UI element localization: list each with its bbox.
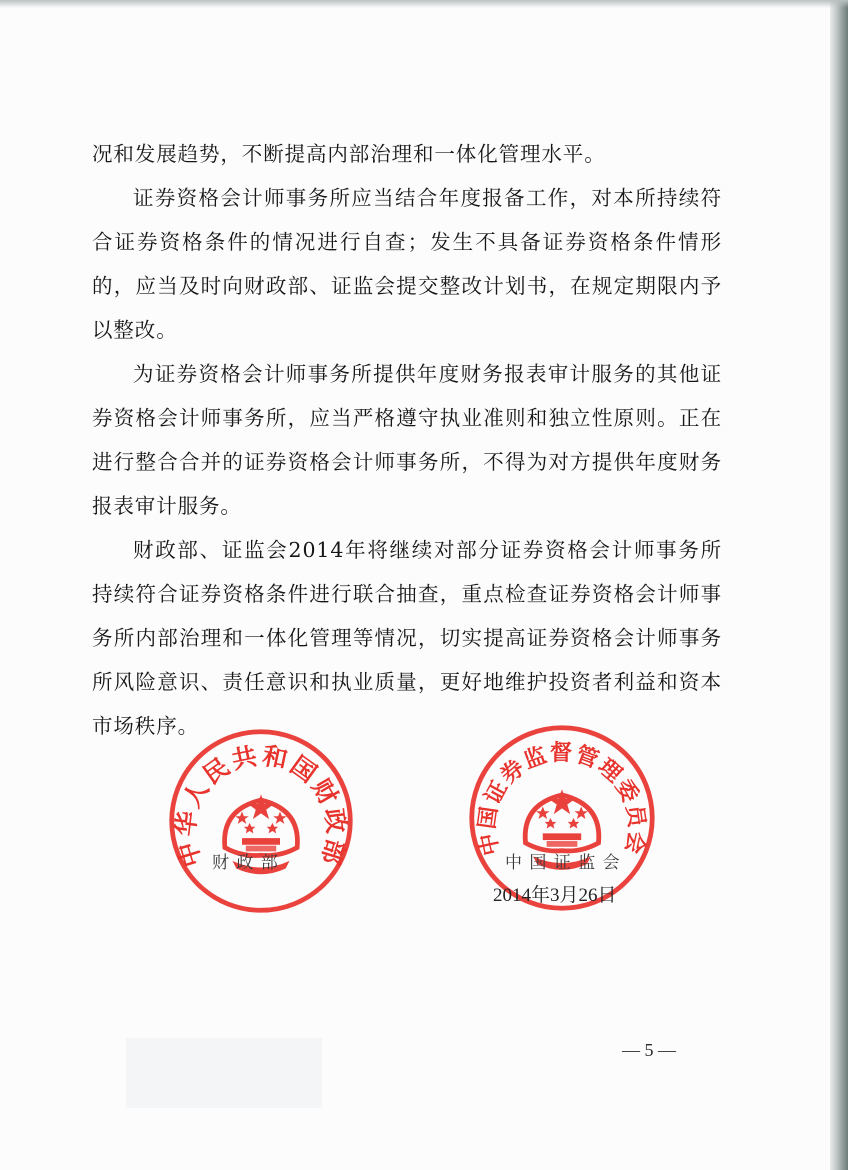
seal-right-arc-text: 中国证券监督管理委员会: [473, 740, 651, 858]
paragraph-2: 证券资格会计师事务所应当结合年度报备工作，对本所持续符合证券资格条件的情况进行自查；发生不具备证券资格条件情形的，应当及时向财政部、证监会提交整改计划书，在规定期限内予以整改。: [92, 186, 722, 342]
signatory-left: 财 政 部: [212, 853, 279, 873]
paragraph-1: 况和发展趋势，不断提高内部治理和一体化管理水平。: [92, 142, 606, 166]
page-number: — 5 —: [622, 1040, 676, 1060]
issue-date: 2014年3月26日: [493, 885, 617, 906]
ministry-of-finance-seal: [166, 726, 356, 916]
paragraph-3: 为证券资格会计师事务所提供年度财务报表审计服务的其他证券资格会计师事务所，应当严格遵守执业准则和独立性原则。正在进行整合合并的证券资格会计师事务所，不得为对方提供年度财务报表审计服务。: [92, 362, 722, 518]
scan-edge: [830, 0, 848, 1170]
signatory-right: 中 国 证 监 会: [505, 853, 621, 873]
seal-left-arc-text: 中华人民共和国财政部: [170, 740, 352, 871]
scan-band: [0, 0, 848, 8]
paragraph-4: 财政部、证监会2014年将继续对部分证券资格会计师事务所持续符合证券资格条件进行联合抽查，重点检查证券资格会计师事务所内部治理和一体化管理等情况，切实提高证券资格会计师事务所风险意识、责任意识和执业质量，更好地维护投资者利益和资本市场秩序。: [92, 538, 722, 738]
scan-smudge: [126, 1038, 322, 1108]
document-body: [92, 132, 722, 748]
